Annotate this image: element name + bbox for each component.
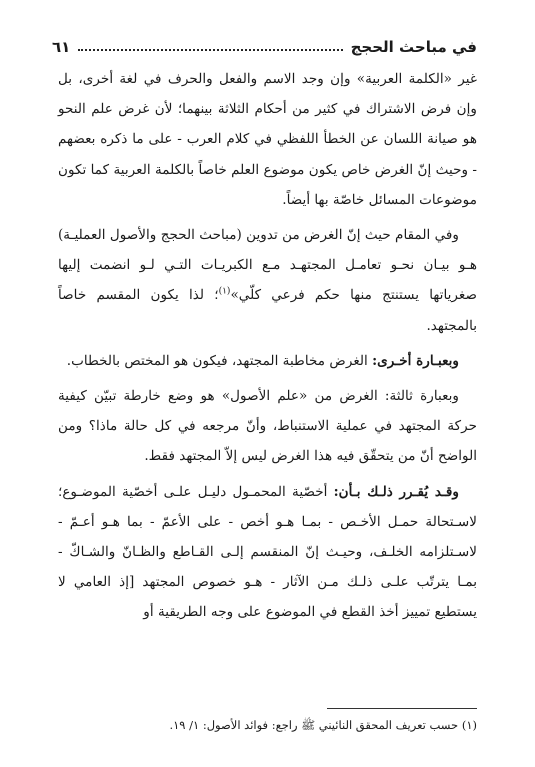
paragraph-text: أخصّية المحمـول دليـل علـى أخصّية الموضـوع؛ لاسـتحالة حمـل الأخـص - بمـا هـو أخص - على الأعمّ - بما هـو أعـمّ - لاسـتلزامه الخلـف، وحيـث إنّ المنقسم إلـى القـاطع والظـانّ والشـاكّ - بمـا يترتّب علـى ذلـك مـن الآثار - هـو خصوص المجتهد [إذ العامي لا يستطيع تمييز أخذ القطع في الموضوع على وجه الطريقية أو bbox=[58, 483, 477, 621]
paragraph-3 bbox=[58, 346, 477, 376]
paragraph-4 bbox=[58, 381, 477, 472]
paragraph-text: الغرض مخاطبة المجتهد، فيكون هو المختص بالخطاب. bbox=[66, 352, 373, 369]
page-number: ٦١ bbox=[52, 38, 71, 56]
paragraph-1 bbox=[58, 64, 477, 215]
paragraph-2 bbox=[58, 220, 477, 341]
footnote: (١) حسب تعريف المحقق النائيني ﷺ راجع: فوائد الأصول: ١/ ١٩. bbox=[169, 718, 477, 732]
body-text bbox=[58, 64, 477, 633]
running-title: في مباحث الحجج bbox=[350, 38, 477, 56]
paragraph-text: وبعبارة ثالثة: الغرض من «علم الأصول» هو وضع خارطة تبيّن كيفية حركة المجتهد في عملية الاستنباط، وأنّ مرجعه في كل حالة ماذا؟ ومن الواضح أنّ من يتحقّق فيه هذا الغرض ليس إلاّ المجتهد فقط. bbox=[58, 388, 477, 465]
dotted-leader bbox=[78, 49, 342, 51]
paragraph-lead: وقـد يُقـرر ذلـك بـأن: bbox=[333, 483, 459, 500]
paragraph-5 bbox=[58, 477, 477, 628]
page-header bbox=[52, 28, 477, 56]
footnote-divider bbox=[327, 708, 477, 709]
paragraph-text-tail: ؛ لذا يكون المقسم خاصاً بالمجتهد. bbox=[58, 287, 477, 334]
paragraph-text: وفي المقام حيث إنّ الغرض من تدوين (مباحث الحجج والأصول العمليـة) هـو بيـان نحـو تعامـل المجتهـد مـع الكبريـات التـي لـو انضمت إليها صغرياتها يستنتج منها حكم فرعي كلّي» bbox=[58, 227, 477, 304]
footnote-reference[interactable]: (١) bbox=[218, 286, 231, 297]
paragraph-lead: وبعبـارة أخـرى: bbox=[372, 352, 459, 369]
paragraph-text: غير «الكلمة العربية» وإن وجد الاسم والفعل والحرف في لغة أخرى، بل وإن فرض الاشتراك في كثير من أحكام الثلاثة بينهما؛ لأن غرض علم النحو هو صيانة اللسان عن الخطأ اللفظي في كلام العرب - على ما ذكره بعضهم - وحيث إنّ الغرض خاص يكون موضوع العلم خاصاً بالكلمة العربية كما تكون موضوعات المسائل خاصّة بها أيضاً. bbox=[58, 71, 477, 208]
